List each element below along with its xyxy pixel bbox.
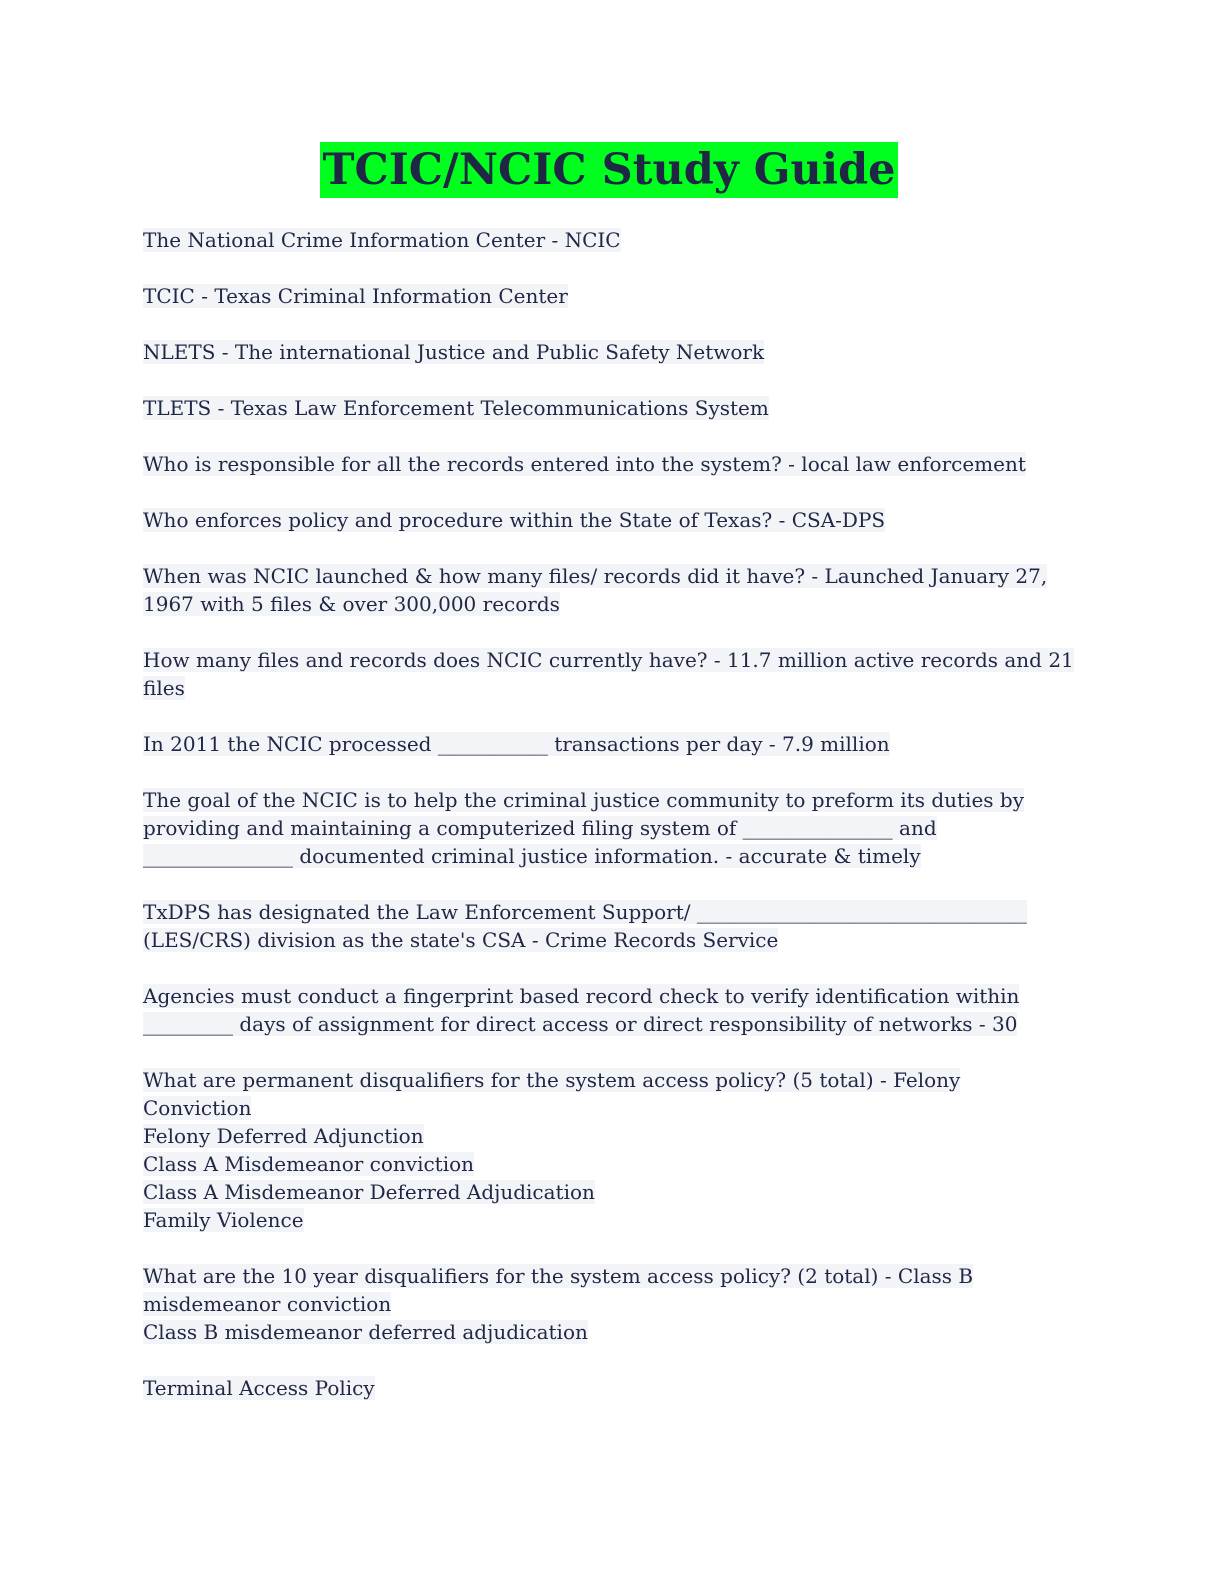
title-container: [0, 142, 1224, 198]
text-line: _________ days of assignment for direct access or direct responsibility of networks - 30: [143, 1012, 1018, 1036]
study-guide-content: [143, 226, 1083, 1430]
text-line: The goal of the NCIC is to help the criminal justice community to preform its duties by: [143, 788, 1025, 812]
text-line: Family Violence: [143, 1208, 304, 1232]
text-line: Terminal Access Policy: [143, 1376, 375, 1400]
text-line: Felony Deferred Adjunction: [143, 1124, 424, 1148]
text-line: _______________ documented criminal justice information. - accurate & timely: [143, 844, 921, 868]
text-line: How many files and records does NCIC currently have? - 11.7 million active records and 21: [143, 648, 1074, 672]
text-line: Class B misdemeanor deferred adjudication: [143, 1320, 588, 1344]
paragraph: [143, 338, 1083, 366]
text-line: What are the 10 year disqualifiers for the system access policy? (2 total) - Class B: [143, 1264, 974, 1288]
text-line: misdemeanor conviction: [143, 1292, 392, 1316]
text-line: Class A Misdemeanor Deferred Adjudication: [143, 1180, 595, 1204]
paragraph: [143, 1374, 1083, 1402]
paragraph: [143, 562, 1083, 618]
paragraph: [143, 394, 1083, 422]
text-line: 1967 with 5 files & over 300,000 records: [143, 592, 560, 616]
paragraph: [143, 786, 1083, 870]
paragraph: [143, 1066, 1083, 1234]
text-line: What are permanent disqualifiers for the system access policy? (5 total) - Felony: [143, 1068, 961, 1092]
paragraph: [143, 730, 1083, 758]
text-line: In 2011 the NCIC processed ___________ transactions per day - 7.9 million: [143, 732, 890, 756]
text-line: files: [143, 676, 185, 700]
paragraph: [143, 982, 1083, 1038]
text-line: TxDPS has designated the Law Enforcement Support/ _________________________________: [143, 900, 1027, 924]
paragraph: [143, 898, 1083, 954]
text-line: (LES/CRS) division as the state's CSA - Crime Records Service: [143, 928, 779, 952]
text-line: When was NCIC launched & how many files/ records did it have? - Launched January 27,: [143, 564, 1048, 588]
paragraph: [143, 450, 1083, 478]
text-line: The National Crime Information Center - NCIC: [143, 228, 621, 252]
text-line: Conviction: [143, 1096, 252, 1120]
text-line: TCIC - Texas Criminal Information Center: [143, 284, 568, 308]
paragraph: [143, 226, 1083, 254]
text-line: Who enforces policy and procedure within the State of Texas? - CSA-DPS: [143, 508, 886, 532]
text-line: Agencies must conduct a fingerprint based record check to verify identification within: [143, 984, 1020, 1008]
text-line: Class A Misdemeanor conviction: [143, 1152, 475, 1176]
page-title: TCIC/NCIC Study Guide: [320, 142, 897, 198]
text-line: providing and maintaining a computerized filing system of _______________ and: [143, 816, 937, 840]
text-line: NLETS - The international Justice and Public Safety Network: [143, 340, 765, 364]
paragraph: [143, 506, 1083, 534]
text-line: TLETS - Texas Law Enforcement Telecommunications System: [143, 396, 769, 420]
text-line: Who is responsible for all the records entered into the system? - local law enforcement: [143, 452, 1026, 476]
paragraph: [143, 1262, 1083, 1346]
paragraph: [143, 282, 1083, 310]
paragraph: [143, 646, 1083, 702]
